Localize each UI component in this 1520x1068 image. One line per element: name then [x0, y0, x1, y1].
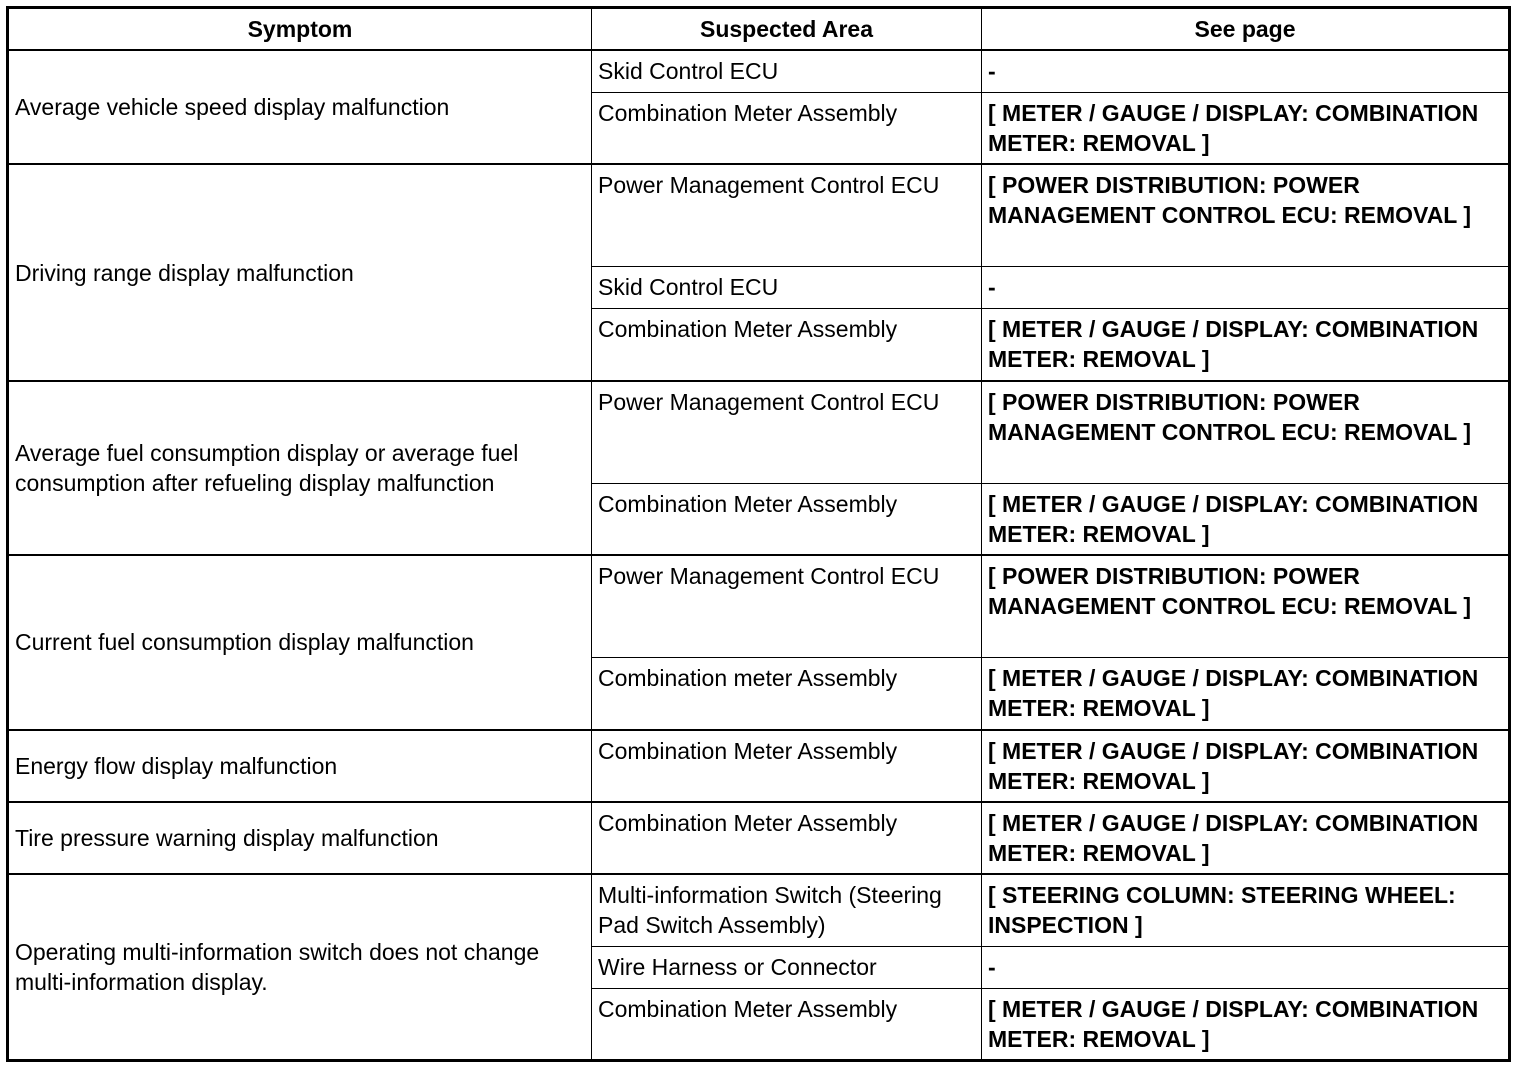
see-page-reference: - [982, 50, 1510, 92]
see-page-reference[interactable]: [ POWER DISTRIBUTION: POWER MANAGEMENT CONTROL ECU: REMOVAL ] [982, 164, 1510, 266]
symptom-cell: Average fuel consumption display or average fuel consumption after refueling display malfunction [8, 381, 592, 555]
table-row [8, 730, 1510, 802]
table-row [8, 164, 1510, 266]
see-page-reference[interactable]: [ METER / GAUGE / DISPLAY: COMBINATION METER: REMOVAL ] [982, 483, 1510, 555]
suspected-area-cell: Combination Meter Assembly [592, 988, 982, 1060]
table-row [8, 555, 1510, 657]
suspected-area-cell: Skid Control ECU [592, 267, 982, 309]
see-page-column-header: See page [982, 8, 1510, 51]
see-page-reference[interactable]: [ METER / GAUGE / DISPLAY: COMBINATION METER: REMOVAL ] [982, 988, 1510, 1060]
suspected-area-cell: Power Management Control ECU [592, 555, 982, 657]
suspected-area-cell: Combination Meter Assembly [592, 92, 982, 164]
symptom-cell: Current fuel consumption display malfunction [8, 555, 592, 729]
header-row [8, 8, 1510, 51]
table-row [8, 802, 1510, 874]
see-page-reference[interactable]: [ METER / GAUGE / DISPLAY: COMBINATION METER: REMOVAL ] [982, 802, 1510, 874]
suspected-area-cell: Wire Harness or Connector [592, 946, 982, 988]
see-page-reference[interactable]: [ STEERING COLUMN: STEERING WHEEL: INSPECTION ] [982, 874, 1510, 946]
suspected-area-cell: Skid Control ECU [592, 50, 982, 92]
suspected-area-cell: Combination meter Assembly [592, 657, 982, 729]
symptom-column-header: Symptom [8, 8, 592, 51]
see-page-reference[interactable]: [ POWER DISTRIBUTION: POWER MANAGEMENT CONTROL ECU: REMOVAL ] [982, 555, 1510, 657]
suspected-area-cell: Combination Meter Assembly [592, 730, 982, 802]
suspected-area-cell: Power Management Control ECU [592, 164, 982, 266]
table-row [8, 874, 1510, 946]
table-body [8, 50, 1510, 1061]
see-page-reference[interactable]: [ METER / GAUGE / DISPLAY: COMBINATION METER: REMOVAL ] [982, 730, 1510, 802]
suspected-area-cell: Power Management Control ECU [592, 381, 982, 483]
table-row [8, 381, 1510, 483]
suspected-area-cell: Multi-information Switch (Steering Pad Switch Assembly) [592, 874, 982, 946]
see-page-reference[interactable]: [ METER / GAUGE / DISPLAY: COMBINATION METER: REMOVAL ] [982, 309, 1510, 381]
troubleshooting-table [6, 6, 1511, 1062]
table-row [8, 50, 1510, 92]
suspected-area-cell: Combination Meter Assembly [592, 802, 982, 874]
suspected-area-cell: Combination Meter Assembly [592, 483, 982, 555]
see-page-reference: - [982, 267, 1510, 309]
suspected-area-column-header: Suspected Area [592, 8, 982, 51]
suspected-area-cell: Combination Meter Assembly [592, 309, 982, 381]
symptom-cell: Driving range display malfunction [8, 164, 592, 381]
see-page-reference[interactable]: [ METER / GAUGE / DISPLAY: COMBINATION METER: REMOVAL ] [982, 92, 1510, 164]
symptom-cell: Tire pressure warning display malfunction [8, 802, 592, 874]
symptom-cell: Average vehicle speed display malfunction [8, 50, 592, 164]
see-page-reference[interactable]: [ POWER DISTRIBUTION: POWER MANAGEMENT CONTROL ECU: REMOVAL ] [982, 381, 1510, 483]
symptom-cell: Operating multi-information switch does not change multi-information display. [8, 874, 592, 1061]
see-page-reference: - [982, 946, 1510, 988]
symptom-cell: Energy flow display malfunction [8, 730, 592, 802]
see-page-reference[interactable]: [ METER / GAUGE / DISPLAY: COMBINATION METER: REMOVAL ] [982, 657, 1510, 729]
